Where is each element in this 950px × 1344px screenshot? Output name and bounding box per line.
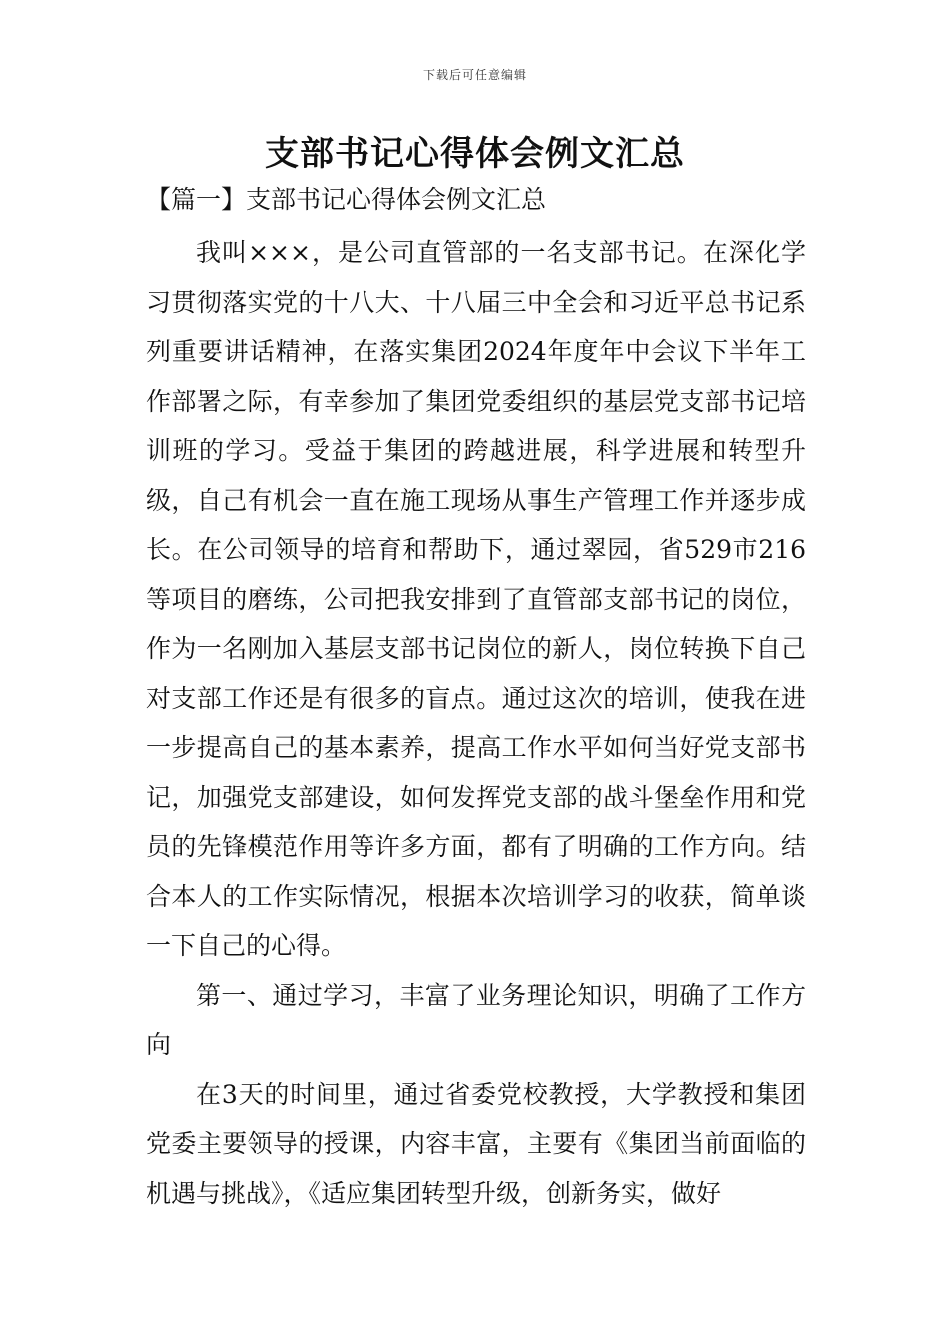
section-heading: 【篇一】支部书记心得体会例文汇总 [146, 185, 547, 214]
body-text [146, 228, 806, 1218]
paragraph-training: 在3天的时间里，通过省委党校教授，大学教授和集团党委主要领导的授课，内容丰富，主要有《集团当前面临的机遇与挑战》，《适应集团转型升级，创新务实，做好 [146, 1079, 806, 1208]
paragraph-point-one: 第一、通过学习，丰富了业务理论知识，明确了工作方向 [146, 980, 806, 1059]
paragraph-intro: 我叫×××，是公司直管部的一名支部书记。在深化学习贯彻落实党的十八大、十八届三中全会和习近平总书记系列重要讲话精神，在落实集团2024年度年中会议下半年工作部署之际，有幸参加了集团党委组织的基层党支部书记培训班的学习。受益于集团的跨越进展，科学进展和转型升级，自己有机会一直在施工现场从事生产管理工作并逐步成长。在公司领导的培育和帮助下，通过翠园，省529市216等项目的磨练，公司把我安排到了直管部支部书记的岗位，作为一名刚加入基层支部书记岗位的新人，岗位转换下自己对支部工作还是有很多的盲点。通过这次的培训，使我在进一步提高自己的基本素养，提高工作水平如何当好党支部书记，加强党支部建设，如何发挥党支部的战斗堡垒作用和党员的先锋模范作用等许多方面，都有了明确的工作方向。结合本人的工作实际情况，根据本次培训学习的收获，简单谈一下自己的心得。 [146, 238, 806, 960]
header-note: 下载后可任意编辑 [422, 68, 527, 82]
document-title: 支部书记心得体会例文汇总 [265, 134, 685, 174]
